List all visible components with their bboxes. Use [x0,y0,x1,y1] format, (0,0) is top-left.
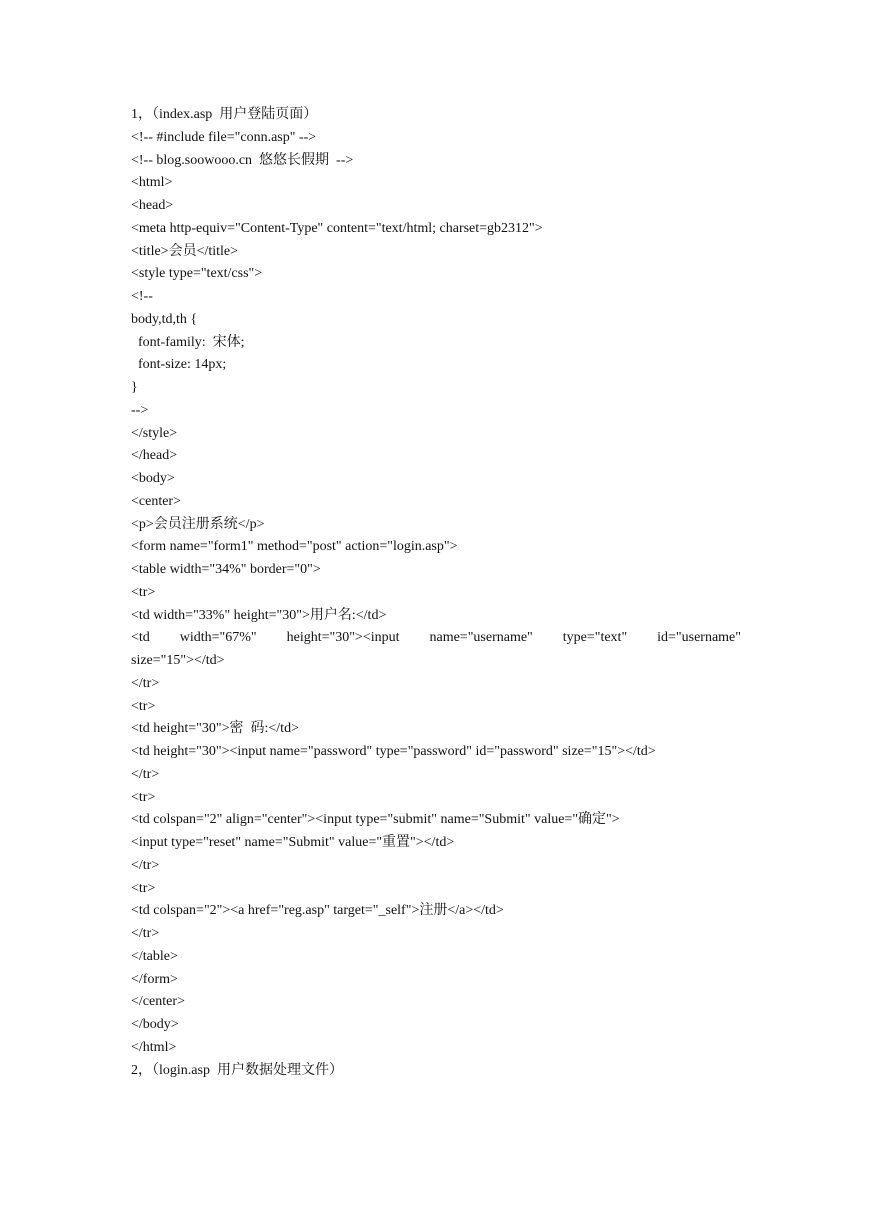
section-heading-2: 2，（login.asp 用户数据处理文件） [131,1062,343,1078]
code-line: </form> [131,971,178,987]
code-line: </head> [131,448,178,464]
code-line: <html> [131,175,173,191]
code-line: <head> [131,198,174,213]
code-line: <p>会员注册系统</p> [131,516,265,532]
code-line-justified: <td width="67%" height="30"><input name="username" type="text" id="username" [131,630,741,646]
code-line: } [131,380,138,395]
code-line: </body> [131,1017,179,1032]
code-line: <td colspan="2" align="center"><input type="submit" name="Submit" value="确定"> [131,812,620,828]
code-line: <!-- #include file="conn.asp" --> [131,129,317,145]
code-line: <td height="30">密 码:</td> [131,721,299,737]
code-line: body,td,th { [131,311,198,327]
code-line: <form name="form1" method="post" action="login.asp"> [131,539,458,555]
code-line: font-size: 14px; [131,357,227,373]
code-line: </tr> [131,926,160,941]
code-line: </tr> [131,857,160,873]
code-line: </tr> [131,675,160,691]
section-heading-1: 1，（index.asp 用户登陆页面） [131,107,318,122]
code-line: <body> [131,471,175,486]
code-line: font-family: 宋体; [131,334,245,350]
code-line: <tr> [131,880,156,896]
code-line: --> [131,402,149,418]
code-listing [131,104,741,1082]
code-line: <style type="text/css"> [131,266,263,282]
code-line: </style> [131,425,178,441]
code-line: </tr> [131,766,160,782]
code-line: size="15"></td> [131,653,225,668]
code-line: <title>会员</title> [131,243,239,259]
code-line: <!-- [131,289,153,304]
code-line: </center> [131,994,185,1010]
code-line: <tr> [131,584,156,600]
code-line: <input type="reset" name="Submit" value="重置"></td> [131,835,455,850]
code-line: <center> [131,493,181,509]
code-line: <tr> [131,698,156,714]
code-line: </html> [131,1039,177,1055]
code-line: <td colspan="2"><a href="reg.asp" target="_self">注册</a></td> [131,903,504,919]
code-line: <table width="34%" border="0"> [131,562,321,577]
code-line: <td height="30"><input name="password" type="password" id="password" size="15"></td> [131,744,656,759]
code-line: <!-- blog.soowooo.cn 悠悠长假期 --> [131,152,354,168]
code-line: </table> [131,948,178,964]
code-line: <td width="33%" height="30">用户名:</td> [131,607,387,623]
code-line: <meta http-equiv="Content-Type" content="text/html; charset=gb2312"> [131,220,543,236]
code-line: <tr> [131,789,156,805]
